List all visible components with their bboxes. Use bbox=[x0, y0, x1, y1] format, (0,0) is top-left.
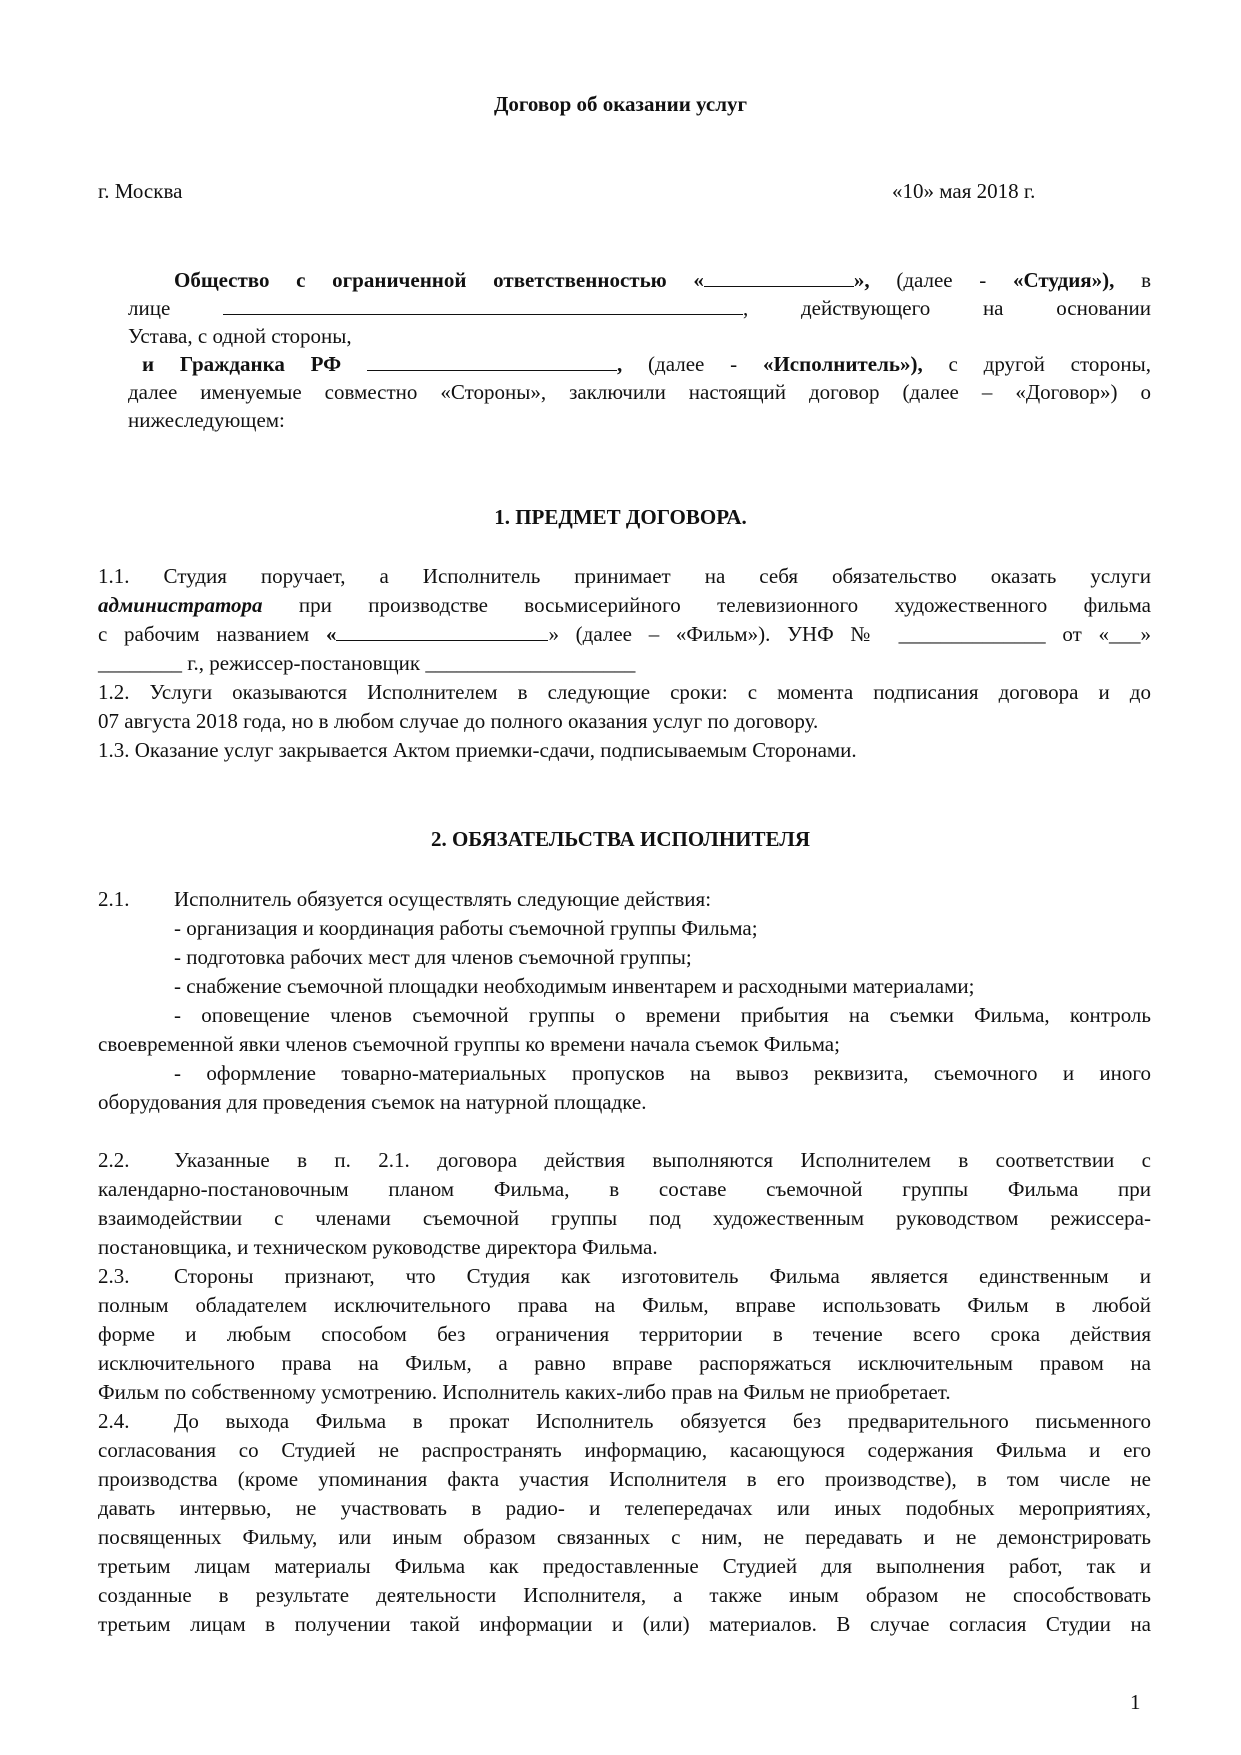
duty-item-4-line-1: - оповещение членов съемочной группы о времени прибытия на съемки Фильма, контроль bbox=[174, 1003, 1151, 1027]
section-2-body-b bbox=[98, 1146, 1151, 1639]
clause-2-4-line-6: третьим лицам материалы Фильма как предоставленные Студией для выполнения работ, так и bbox=[98, 1554, 1151, 1578]
clause-1-3: 1.3. Оказание услуг закрывается Актом приемки-сдачи, подписываемым Сторонами. bbox=[98, 738, 857, 762]
clause-2-2-line-3: взаимодействии с членами съемочной группы под художественным руководством режиссера- bbox=[98, 1206, 1151, 1230]
clause-2-4-line-1: 2.4. До выхода Фильма в прокат Исполнитель обязуется без предварительного письменного bbox=[98, 1409, 1151, 1433]
section-2-heading: 2. ОБЯЗАТЕЛЬСТВА ИСПОЛНИТЕЛЯ bbox=[430, 827, 811, 851]
section-1-body bbox=[98, 562, 1151, 765]
representative-blank bbox=[223, 296, 743, 315]
duty-item-5-line-2: оборудования для проведения съемок на натурной площадке. bbox=[98, 1090, 647, 1114]
representative-line: лице , действующего на основании bbox=[128, 296, 1151, 320]
clause-1-2-line-1: 1.2. Услуги оказываются Исполнителем в следующие сроки: с момента подписания договора и до bbox=[98, 680, 1151, 704]
section-2-body-a bbox=[98, 885, 1151, 1117]
person-name-blank bbox=[367, 352, 617, 371]
clause-1-1-line-4: ________ г., режиссер-постановщик ____________________ bbox=[98, 651, 636, 675]
clause-1-2-line-2: 07 августа 2018 года, но в любом случае до полного оказания услуг по договору. bbox=[98, 709, 819, 733]
parties-paragraph bbox=[128, 266, 1151, 434]
clause-2-4-line-8: третьим лицам в получении такой информации и (или) материалов. В случае согласия Студии на bbox=[98, 1612, 1151, 1636]
duty-item-5-line-1: - оформление товарно-материальных пропусков на вывоз реквизита, съемочного и иного bbox=[174, 1061, 1151, 1085]
duty-item-4-line-2: своевременной явки членов съемочной группы ко времени начала съемок Фильма; bbox=[98, 1032, 840, 1056]
clause-2-2-line-1: 2.2. Указанные в п. 2.1. договора действия выполняются Исполнителем в соответствии с bbox=[98, 1148, 1151, 1172]
clause-2-3-line-2: полным обладателем исключительного права на Фильм, вправе использовать Фильм в любой bbox=[98, 1293, 1151, 1317]
clause-2-3-line-5: Фильм по собственному усмотрению. Исполнитель каких-либо прав на Фильм не приобретает. bbox=[98, 1380, 951, 1404]
clause-2-4-line-7: созданные в результате деятельности Исполнителя, а также иным образом не способствовать bbox=[98, 1583, 1151, 1607]
contract-date: «10» мая 2018 г. bbox=[892, 179, 1036, 203]
charter-line: Устава, с одной стороны, bbox=[128, 324, 352, 348]
contract-city: г. Москва bbox=[98, 179, 183, 203]
clause-2-4-line-5: посвященных Фильму, или иным образом связанных с ним, не передавать и не демонстрировать bbox=[98, 1525, 1151, 1549]
duty-item-2: - подготовка рабочих мест для членов съемочной группы; bbox=[174, 945, 692, 969]
clause-2-2-line-4: постановщика, и техническом руководстве директора Фильма. bbox=[98, 1235, 658, 1259]
clause-2-3-line-1: 2.3. Стороны признают, что Студия как изготовитель Фильма является единственным и bbox=[98, 1264, 1151, 1288]
studio-name-blank bbox=[704, 268, 854, 287]
clause-2-2-line-2: календарно-постановочным планом Фильма, в составе съемочной группы Фильма при bbox=[98, 1177, 1151, 1201]
film-title-blank bbox=[336, 622, 548, 641]
duty-item-3: - снабжение съемочной площадки необходимым инвентарем и расходными материалами; bbox=[174, 974, 975, 998]
clause-1-1-line-2: администратора при производстве восьмисерийного телевизионного художественного фильма bbox=[98, 593, 1151, 617]
clause-2-4-line-2: согласования со Студией не распространять информацию, касающуюся содержания Фильма и его bbox=[98, 1438, 1151, 1462]
parties-summary-line-end: нижеследующем: bbox=[128, 408, 285, 432]
section-1-heading: 1. ПРЕДМЕТ ДОГОВОРА. bbox=[494, 505, 747, 529]
clause-2-3-line-3: форме и любым способом без ограничения территории в течение всего срока действия bbox=[98, 1322, 1151, 1346]
clause-2-1: 2.1. Исполнитель обязуется осуществлять следующие действия: bbox=[98, 887, 712, 911]
clause-1-1-line-1: 1.1. Студия поручает, а Исполнитель принимает на себя обязательство оказать услуги bbox=[98, 564, 1151, 588]
clause-2-4-line-3: производства (кроме упоминания факта участия Исполнителя в его производстве), в том числе не bbox=[98, 1467, 1151, 1491]
duty-item-1: - организация и координация работы съемочной группы Фильма; bbox=[174, 916, 758, 940]
page-number: 1 bbox=[1130, 1690, 1141, 1714]
document-title: Договор об оказании услуг bbox=[493, 92, 748, 116]
clause-2-3-line-4: исключительного права на Фильм, а равно вправе распоряжаться исключительным правом на bbox=[98, 1351, 1151, 1375]
studio-line: Общество с ограниченной ответственностью « », (далее - «Студия»), в bbox=[174, 268, 1151, 292]
parties-summary-line: далее именуемые совместно «Стороны», заключили настоящий договор (далее – «Договор») о bbox=[128, 380, 1151, 404]
clause-2-4-line-4: давать интервью, не участвовать в радио- и телепередачах или иных подобных мероприятиях, bbox=[98, 1496, 1151, 1520]
person-line: и Гражданка РФ , (далее - «Исполнитель»), с другой стороны, bbox=[142, 352, 1152, 376]
clause-1-1-line-3: с рабочим названием « » (далее – «Фильм»). УНФ № ______________ от «___» bbox=[98, 622, 1151, 646]
